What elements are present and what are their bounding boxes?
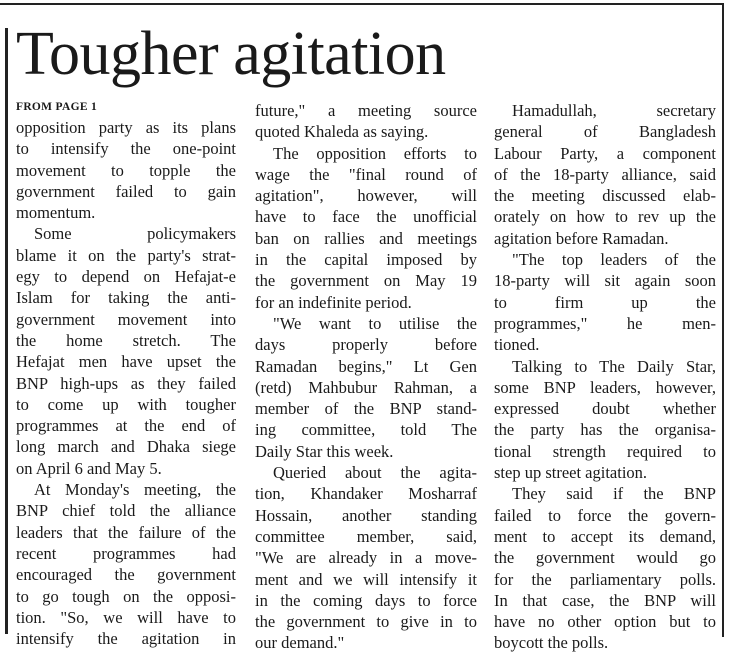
- article-line: At Monday's meeting, the: [34, 480, 236, 500]
- article-line: member of the BNP stand-: [255, 399, 477, 419]
- article-line: tional strength required to: [494, 441, 716, 461]
- article-line: programmes," he men-: [494, 313, 716, 333]
- article-line: egy to depend on Hefajat-e: [16, 267, 236, 287]
- article-line: in the capital imposed by: [255, 250, 477, 270]
- article-line: Islam for taking the anti-: [16, 288, 236, 308]
- article-line: Hamadullah, secretary: [512, 101, 716, 120]
- article-line: for the parliamentary polls.: [494, 569, 716, 589]
- article-line: BNP high-ups as they failed: [16, 373, 236, 393]
- article-line: Ramadan begins," Lt Gen: [255, 356, 477, 376]
- article-line: to firm up the: [494, 292, 716, 312]
- article-line: ment to accept its demand,: [494, 526, 716, 546]
- article-line: of the 18-party alliance, said: [494, 164, 716, 184]
- article-line: leaders that the failure of the: [16, 522, 236, 542]
- article-line: to come up with tougher: [16, 394, 236, 414]
- article-line: programmes at the end of: [16, 416, 236, 436]
- article-line: step up street agitation.: [494, 463, 648, 483]
- article-line: Some policymakers: [34, 224, 236, 244]
- article-line: "The top leaders of the: [512, 250, 716, 270]
- article-line: They said if the BNP: [512, 484, 716, 504]
- article-line: tion. "So, we will have to: [16, 607, 236, 627]
- article-line: "We want to utilise the: [273, 313, 477, 333]
- article-line: the government to give in to: [255, 612, 477, 632]
- article-line: our demand.": [255, 633, 345, 653]
- article-line: government movement into: [16, 309, 236, 329]
- article-line: wage the "final round of: [255, 164, 477, 184]
- right-column-rule: [722, 3, 724, 637]
- article-line: long march and Dhaka siege: [16, 437, 236, 457]
- article-line: failed to force the govern-: [494, 505, 716, 525]
- article-line: agitation before Ramadan.: [494, 228, 669, 248]
- article-line: recent programmes had: [16, 543, 236, 563]
- article-line: future," a meeting source: [255, 101, 477, 120]
- continuation-kicker: FROM PAGE 1: [16, 101, 98, 113]
- article-line: to intensify the one-point: [16, 139, 236, 159]
- left-accent-bar: [5, 28, 8, 634]
- article-line: expressed doubt whether: [494, 399, 716, 419]
- article-line: momentum.: [16, 203, 96, 223]
- article-line: Queried about the agita-: [273, 463, 477, 483]
- article-line: The opposition efforts to: [273, 143, 477, 163]
- article-line: on April 6 and May 5.: [16, 458, 162, 478]
- article-line: boycott the polls.: [494, 633, 609, 653]
- article-line: to go tough on the opposi-: [16, 586, 236, 606]
- article-line: agitation", however, will: [255, 186, 477, 206]
- article-line: committee member, said,: [255, 526, 477, 546]
- top-rule: [0, 3, 722, 5]
- article-line: (retd) Mahbubur Rahman, a: [255, 377, 477, 397]
- article-line: ing committee, told The: [255, 420, 477, 440]
- article-line: have to face the unofficial: [255, 207, 477, 227]
- article-line: the home stretch. The: [16, 330, 236, 350]
- article-line: quoted Khaleda as saying.: [255, 122, 429, 142]
- article-line: Daily Star this week.: [255, 441, 394, 461]
- article-line: days properly before: [255, 335, 477, 355]
- article-column-1: [16, 100, 236, 649]
- article-line: some BNP leaders, however,: [494, 377, 716, 397]
- article-line: ment and we will intensify it: [255, 569, 477, 589]
- article-line: orately on how to rev up the: [494, 207, 716, 227]
- article-line: "We are already in a move-: [255, 548, 477, 568]
- article-line: movement to topple the: [16, 160, 236, 180]
- article-line: general of Bangladesh: [494, 122, 716, 142]
- article-column-2: [255, 100, 477, 654]
- article-line: tion, Khandaker Mosharraf: [255, 484, 477, 504]
- article-line: encouraged the government: [16, 565, 236, 585]
- article-line: Labour Party, a component: [494, 143, 716, 163]
- article-line: Hefajat men have upset the: [16, 352, 236, 372]
- article-line: the government on May 19: [255, 271, 477, 291]
- article-line: In that case, the BNP will: [494, 590, 716, 610]
- article-line: ban on rallies and meetings: [255, 228, 477, 248]
- headline: Tougher agitation: [16, 20, 446, 88]
- article-line: BNP chief told the alliance: [16, 501, 236, 521]
- article-line: blame it on the party's strat-: [16, 245, 236, 265]
- article-line: the government would go: [494, 548, 716, 568]
- article-line: in the coming days to force: [255, 590, 477, 610]
- article-line: 18-party will sit again soon: [494, 271, 716, 291]
- article-line: for an indefinite period.: [255, 292, 412, 312]
- article-line: tioned.: [494, 335, 540, 355]
- article-column-3: [494, 100, 716, 654]
- article-line: the meeting discussed elab-: [494, 186, 716, 206]
- article-line: government failed to gain: [16, 181, 236, 201]
- article-line: have no other option but to: [494, 612, 716, 632]
- article-line: Hossain, another standing: [255, 505, 477, 525]
- article-line: Talking to The Daily Star,: [512, 356, 716, 376]
- article-line: opposition party as its plans: [16, 118, 236, 137]
- article-line: the party has the organisa-: [494, 420, 716, 440]
- article-line: intensify the agitation in: [16, 629, 236, 649]
